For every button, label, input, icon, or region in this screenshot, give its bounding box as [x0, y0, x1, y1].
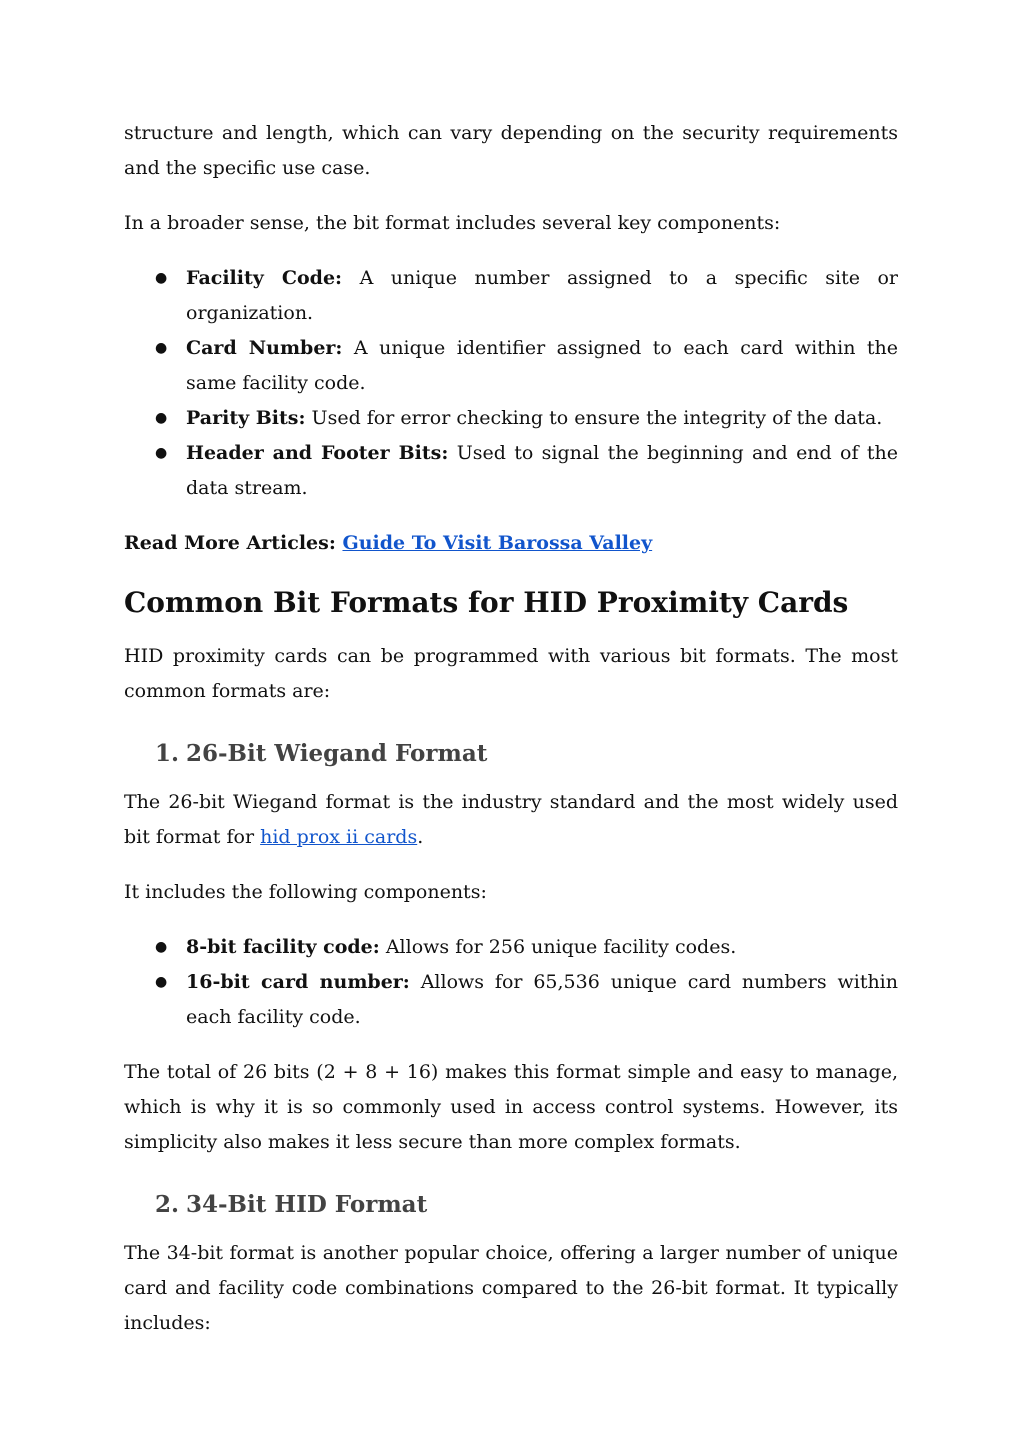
intro-paragraph: structure and length, which can vary depending on the security requirements and the specific use case. [124, 122, 898, 179]
document-body [124, 116, 898, 1341]
list-item-term: Card Number: [186, 337, 343, 359]
format1-number: 1. [155, 740, 180, 767]
list-item-term: 16-bit card number: [186, 971, 410, 993]
list-item [124, 930, 898, 965]
format1-text: The 26-bit Wiegand format is the industry standard and the most widely used bit format for [124, 791, 898, 848]
list-item [124, 436, 898, 506]
bullet-icon: ● [155, 270, 168, 286]
list-item-desc: Used for error checking to ensure the integrity of the data. [305, 407, 883, 429]
components-list [124, 261, 898, 506]
list-item [124, 965, 898, 1035]
hid-prox-link[interactable]: hid prox ii cards [260, 826, 418, 848]
bullet-icon: ● [155, 410, 168, 426]
bullet-icon: ● [155, 939, 168, 955]
format1-title: 26-Bit Wiegand Format [186, 740, 488, 767]
list-item-term: 8-bit facility code: [186, 936, 380, 958]
read-more-label: Read More Articles: [124, 532, 336, 554]
format1-summary: The total of 26 bits (2 + 8 + 16) makes this format simple and easy to manage, which is why it is so commonly used in access control systems. However, its simplicity also makes it less secure than more complex formats. [124, 1061, 898, 1153]
components-intro: In a broader sense, the bit format includes several key components: [124, 212, 781, 234]
list-item-desc: A unique number assigned to a specific site or organization. [186, 267, 898, 324]
list-item [124, 331, 898, 401]
format1-heading [124, 735, 898, 773]
list-item [124, 261, 898, 331]
read-more-line [124, 526, 898, 561]
read-more-link[interactable]: Guide To Visit Barossa Valley [342, 532, 653, 554]
list-item-desc: A unique identifier assigned to each card within the same facility code. [186, 337, 899, 394]
format2-number: 2. [155, 1191, 180, 1218]
format2-heading [124, 1186, 898, 1224]
format2-paragraph: The 34-bit format is another popular choice, offering a larger number of unique card and facility code combinations compared to the 26-bit format. It typically includes: [124, 1242, 898, 1334]
bullet-icon: ● [155, 974, 168, 990]
format1-components-list [124, 930, 898, 1035]
list-item-desc: Used to signal the beginning and end of the data stream. [186, 442, 898, 499]
list-item-term: Parity Bits: [186, 407, 306, 429]
list-item [124, 401, 898, 436]
list-item-term: Header and Footer Bits: [186, 442, 449, 464]
section-heading: Common Bit Formats for HID Proximity Cards [124, 586, 849, 619]
list-item-term: Facility Code: [186, 267, 343, 289]
format2-title: 34-Bit HID Format [186, 1191, 428, 1218]
bullet-icon: ● [155, 445, 168, 461]
section-intro: HID proximity cards can be programmed with various bit formats. The most common formats are: [124, 645, 898, 702]
format1-components-intro: It includes the following components: [124, 881, 487, 903]
list-item-desc: Allows for 256 unique facility codes. [379, 936, 737, 958]
bullet-icon: ● [155, 340, 168, 356]
format1-period: . [417, 826, 424, 848]
format1-paragraph [124, 785, 898, 855]
list-item-desc: Allows for 65,536 unique card numbers within each facility code. [186, 971, 899, 1028]
